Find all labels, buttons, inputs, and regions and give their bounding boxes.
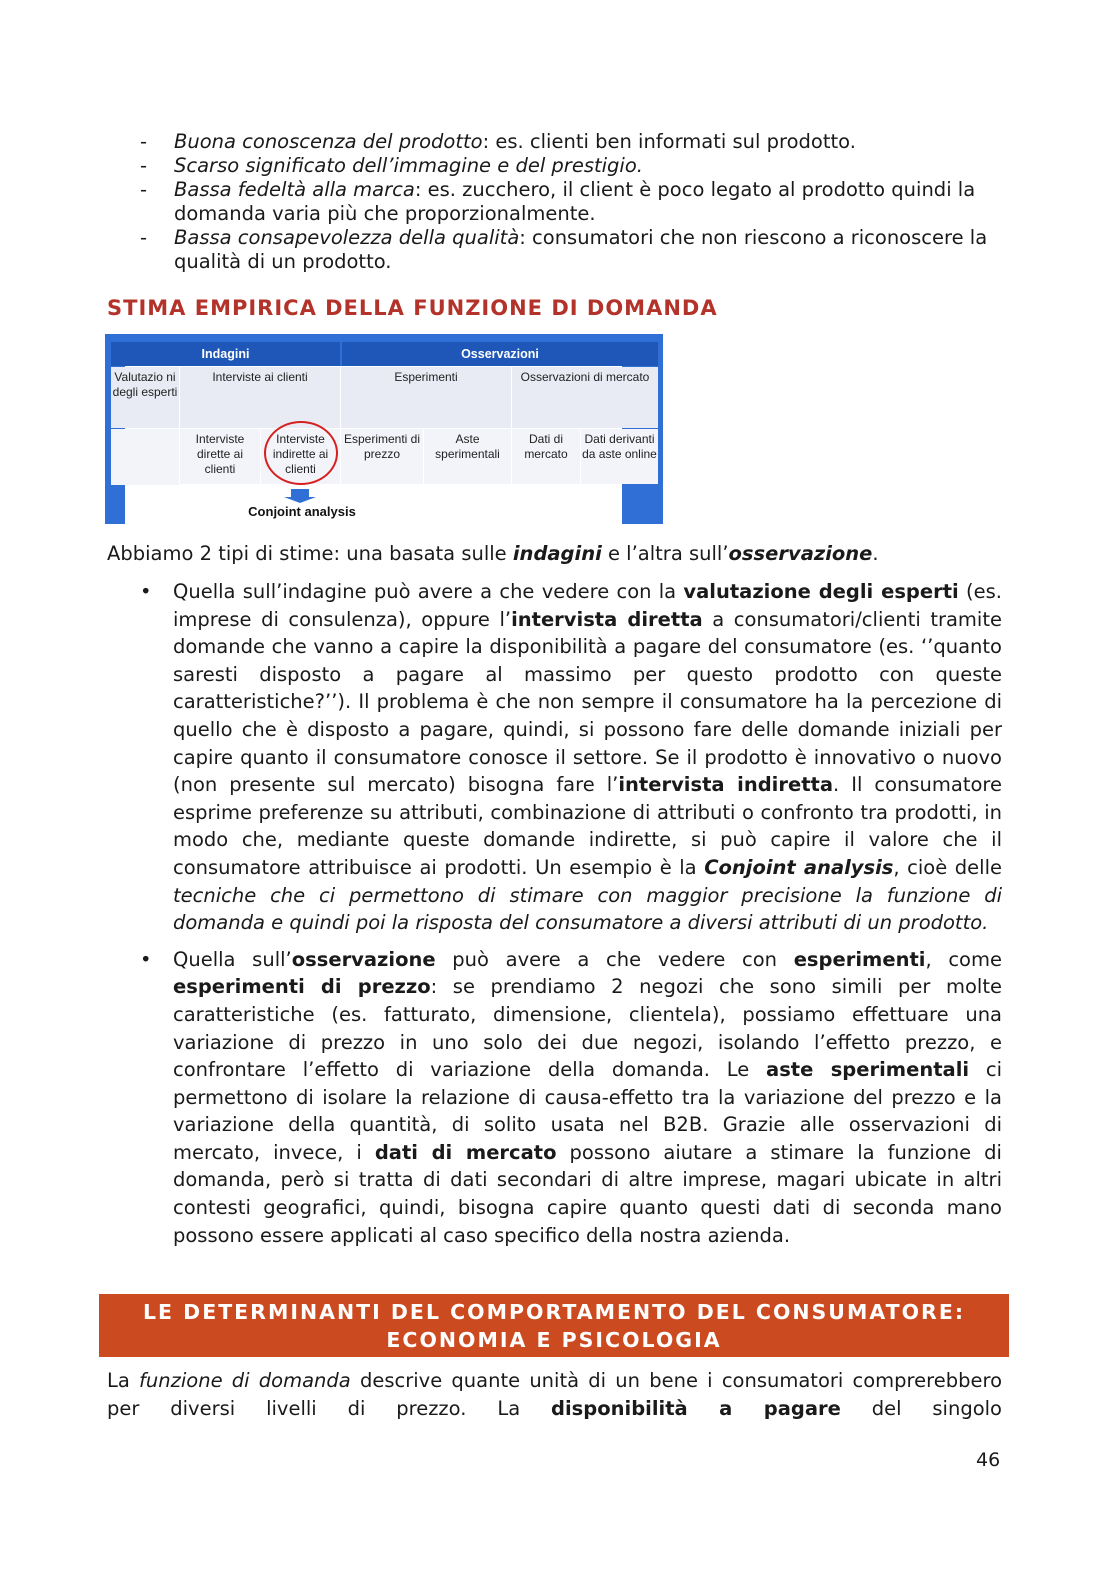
cell-empty [111, 429, 179, 485]
cell-interviste-dirette: Interviste dirette ai clienti [180, 429, 260, 484]
bullet-marker: • [140, 947, 152, 971]
bold-italic-term: Conjoint analysis [704, 855, 894, 879]
cell-interviste-indirette: Interviste indirette ai clienti [261, 429, 340, 484]
bold-term: dati di mercato [374, 1140, 557, 1164]
highlight-circle [264, 421, 338, 485]
estimation-methods-diagram [105, 334, 663, 524]
item-emphasis: Buona conoscenza del prodotto [174, 130, 483, 153]
text: del singolo [840, 1397, 1002, 1420]
bold-term: intervista diretta [511, 607, 703, 631]
bold-term: intervista indiretta [618, 773, 833, 797]
bold-term: valutazione degli esperti [683, 580, 959, 603]
arrow-tip [284, 497, 316, 503]
cell-dati-aste-online: Dati derivanti da aste online [581, 429, 658, 484]
bold-term: aste sperimentali [766, 1058, 970, 1082]
item-emphasis: Bassa consapevolezza della qualità [174, 226, 520, 249]
text: a consumatori/clienti tramite domande che vanno a capire la disponibilità a pagare del consumatore (es. ‘’quanto saresti disposto a pagare al massimo per questo prodotto con queste caratteristiche?’’). Il problema è che non sempre il consumatore ha la percezione di quello che è disposto a pagare, quindi, si possono fare delle domande iniziali per capire quanto il consumatore conosce il settore. Se il prodotto è innovativo o nuovo (non presente sul mercato) bisogna fare l’ [173, 607, 1002, 797]
cell-osservazioni-mercato: Osservazioni di mercato [512, 367, 658, 428]
closing-paragraph [107, 1367, 1002, 1423]
cell-esperimenti: Esperimenti [341, 367, 511, 428]
banner-line-2: ECONOMIA E PSICOLOGIA [386, 1327, 722, 1352]
italic-text: tecniche che ci permettono di stimare con maggior precisione la funzione di domanda e quindi poi la risposta del consumatore a diversi attributi di un prodotto. [173, 883, 1002, 935]
text: (es. imprese di consulenza), oppure l’ [173, 580, 1002, 631]
page-number: 46 [976, 1449, 1001, 1471]
text: ci permettono di isolare la relazione di causa-effetto tra la variazione del prezzo e la variazione della quantità, di solito usata nel B2B. Grazie alle osservazioni di mercato, invece, i [173, 1058, 1002, 1164]
bullet-list [140, 578, 1002, 1249]
item-text: : es. zucchero, il client è poco legato al prodotto quindi la domanda varia più che proporzionalmente. [174, 178, 976, 225]
italic-text: funzione di domanda [139, 1369, 351, 1392]
dash-marker: - [140, 178, 148, 201]
list-item [140, 130, 1002, 154]
cell-dati-mercato: Dati di mercato [512, 429, 580, 484]
bullet-osservazione [140, 946, 1002, 1250]
bullet-indagini [140, 578, 1002, 937]
text: : se prendiamo 2 negozi che sono simili per molte caratteristiche (es. fatturato, dimensione, clientela), possiamo effettuare una variazione di prezzo in uno solo dei due negozi, isolando l’effetto prezzo, e confrontare l’effetto di variazione della domanda. Le [173, 975, 1002, 1082]
text: Quella sull’indagine può avere a che vedere con la [173, 580, 684, 603]
item-emphasis: Scarso significato dell’immagine e del prestigio. [174, 154, 643, 177]
dash-marker: - [140, 154, 148, 177]
text: La [107, 1369, 140, 1392]
emphasis: osservazione [728, 542, 873, 565]
text: . [872, 542, 879, 565]
bold-term: disponibilità a pagare [551, 1397, 841, 1420]
list-item [140, 226, 1002, 274]
cell-aste-sperimentali: Aste sperimentali [424, 429, 511, 484]
intro-paragraph [107, 541, 1007, 567]
text: e l’altra sull’ [601, 542, 729, 565]
dash-list [140, 130, 1002, 274]
text: . Il consumatore esprime preferenze su attributi, combinazione di attributi o confronto tra prodotti, in modo che, mediante queste domande indirette, si può capire il valore che il consumatore attribuisce ai prodotti. Un esempio è la [173, 773, 1003, 879]
cell-valutazione-esperti: Valutazio ni degli esperti [111, 367, 179, 428]
banner-line-1: LE DETERMINANTI DEL COMPORTAMENTO DEL CONSUMATORE: [142, 1299, 966, 1324]
text: può avere a che vedere con [435, 947, 794, 971]
section-heading: STIMA EMPIRICA DELLA FUNZIONE DI DOMANDA [107, 296, 718, 320]
conjoint-analysis-label: Conjoint analysis [248, 504, 356, 519]
item-text: : consumatori che non riescono a riconoscere la qualità di un prodotto. [174, 226, 988, 273]
text: descrive quante unità di un bene i consumatori comprerebbero per diversi livelli di prezzo. La [107, 1369, 1002, 1420]
text: , cioè delle [893, 855, 1002, 879]
arrow-down-icon [291, 489, 309, 497]
header-indagini: Indagini [111, 342, 340, 366]
text: Quella sull’ [173, 947, 292, 971]
dash-marker: - [140, 226, 148, 249]
item-text: : es. clienti ben informati sul prodotto. [482, 130, 856, 153]
cell-interviste-clienti: Interviste ai clienti [180, 367, 340, 428]
bullet-marker: • [140, 580, 152, 603]
text: , come [925, 947, 1002, 971]
emphasis: indagini [512, 542, 602, 565]
bold-term: esperimenti [793, 947, 926, 971]
header-osservazioni: Osservazioni [342, 342, 658, 366]
list-item [140, 178, 1002, 226]
cell-esperimenti-prezzo: Esperimenti di prezzo [341, 429, 423, 484]
dash-marker: - [140, 130, 148, 153]
text: possono aiutare a stimare la funzione di domanda, però si tratta di dati secondari di altre imprese, magari ubicate in altri contesti geografici, quindi, bisogna capire quanto questi dati di seconda mano possono essere applicati al caso specifico della nostra azienda. [173, 1140, 1002, 1247]
section-banner [99, 1294, 1009, 1357]
bold-term: osservazione [291, 947, 436, 971]
item-emphasis: Bassa fedeltà alla marca [174, 178, 415, 201]
text: Abbiamo 2 tipi di stime: una basata sulle [107, 542, 513, 565]
bold-term: esperimenti di prezzo [173, 975, 431, 999]
list-item [140, 154, 1002, 178]
